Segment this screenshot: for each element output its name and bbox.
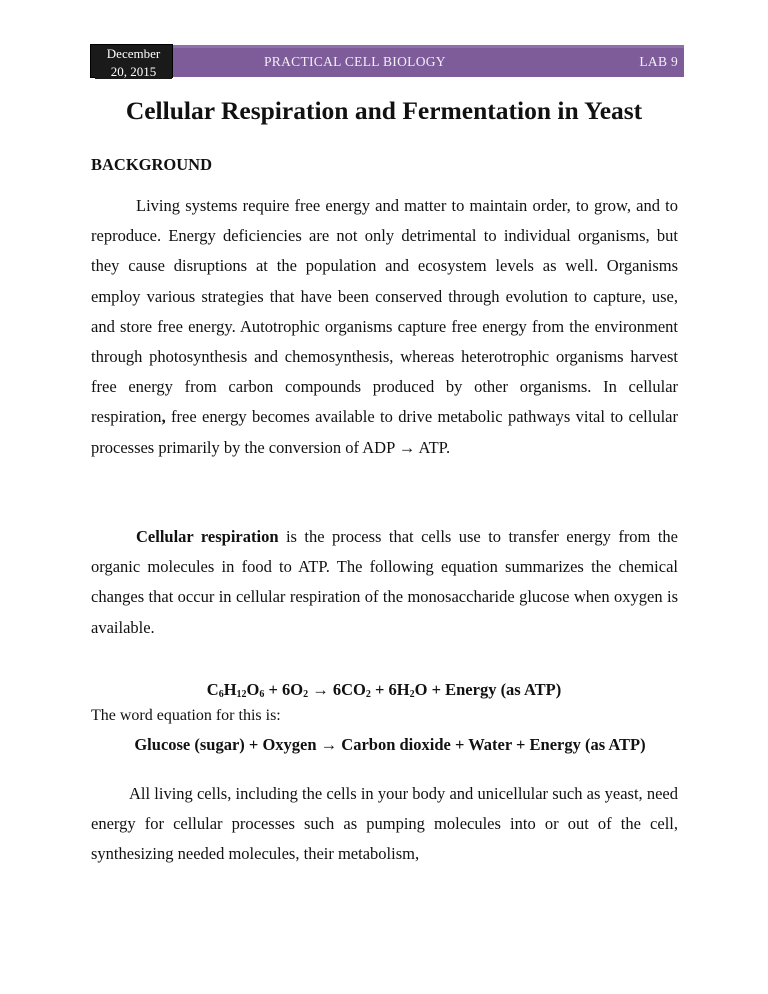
paragraph-3 bbox=[91, 779, 678, 870]
paragraph-1-text: Living systems require free energy and matter to maintain order, to grow, and to reproduce. Energy deficiencies are not only detrimental to individual organisms, but they cause disruptions at the population and ecosystem levels as well. Organisms employ various strategies that have been conserved through evolution to capture, use, and store free energy. Autotrophic organisms capture free energy from the environment through photosynthesis and chemosynthesis, whereas heterotrophic organisms harvest free energy from carbon compounds produced by other organisms. bbox=[91, 196, 678, 397]
paragraph-1-comma: , bbox=[161, 407, 166, 427]
word-equation: Glucose (sugar) + Oxygen → Carbon dioxide + Water + Energy (as ATP) bbox=[134, 735, 646, 754]
document-title: Cellular Respiration and Fermentation in Yeast bbox=[125, 96, 643, 125]
lab-number: LAB 9 bbox=[639, 54, 678, 69]
paragraph-2-text: is the process that cells use to transfer energy from the organic molecules in food to ATP. The following equation summarizes the chemical changes that occur in cellular respiration of the monosaccharide glucose when oxygen is available. bbox=[91, 527, 678, 637]
header-band bbox=[173, 45, 684, 77]
paragraph-1-b: In cellular respiration bbox=[91, 377, 679, 427]
chemical-equation: $C_6H_{12}O_6 + 6O_2 \to 6CO_2 + 6H_2O$ + Energy (as ATP) bbox=[206, 680, 562, 700]
section-heading: BACKGROUND bbox=[91, 155, 213, 174]
paragraph-1-c: free energy becomes available to drive metabolic pathways vital to cellular processes primarily by the conversion of ADP → ATP. bbox=[91, 407, 678, 457]
date-line-1: December bbox=[106, 46, 161, 61]
header-date bbox=[95, 45, 172, 79]
course-title: PRACTICAL CELL BIOLOGY bbox=[264, 54, 446, 69]
date-line-2: 20, 2015 bbox=[95, 62, 172, 80]
paragraph-1 bbox=[91, 191, 678, 463]
date-box bbox=[90, 44, 173, 78]
band-highlight bbox=[173, 45, 684, 48]
word-equation-label: The word equation for this is: bbox=[91, 707, 281, 724]
paragraph-2 bbox=[91, 522, 678, 643]
cellular-respiration-term: Cellular respiration bbox=[136, 527, 279, 546]
paragraph-3-text: All living cells, including the cells in your body and unicellular such as yeast, need energy for cellular processes such as pumping molecules into or out of the cell, synthesizing needed molecules, their metabolism, bbox=[91, 784, 678, 864]
page-header bbox=[90, 44, 684, 78]
